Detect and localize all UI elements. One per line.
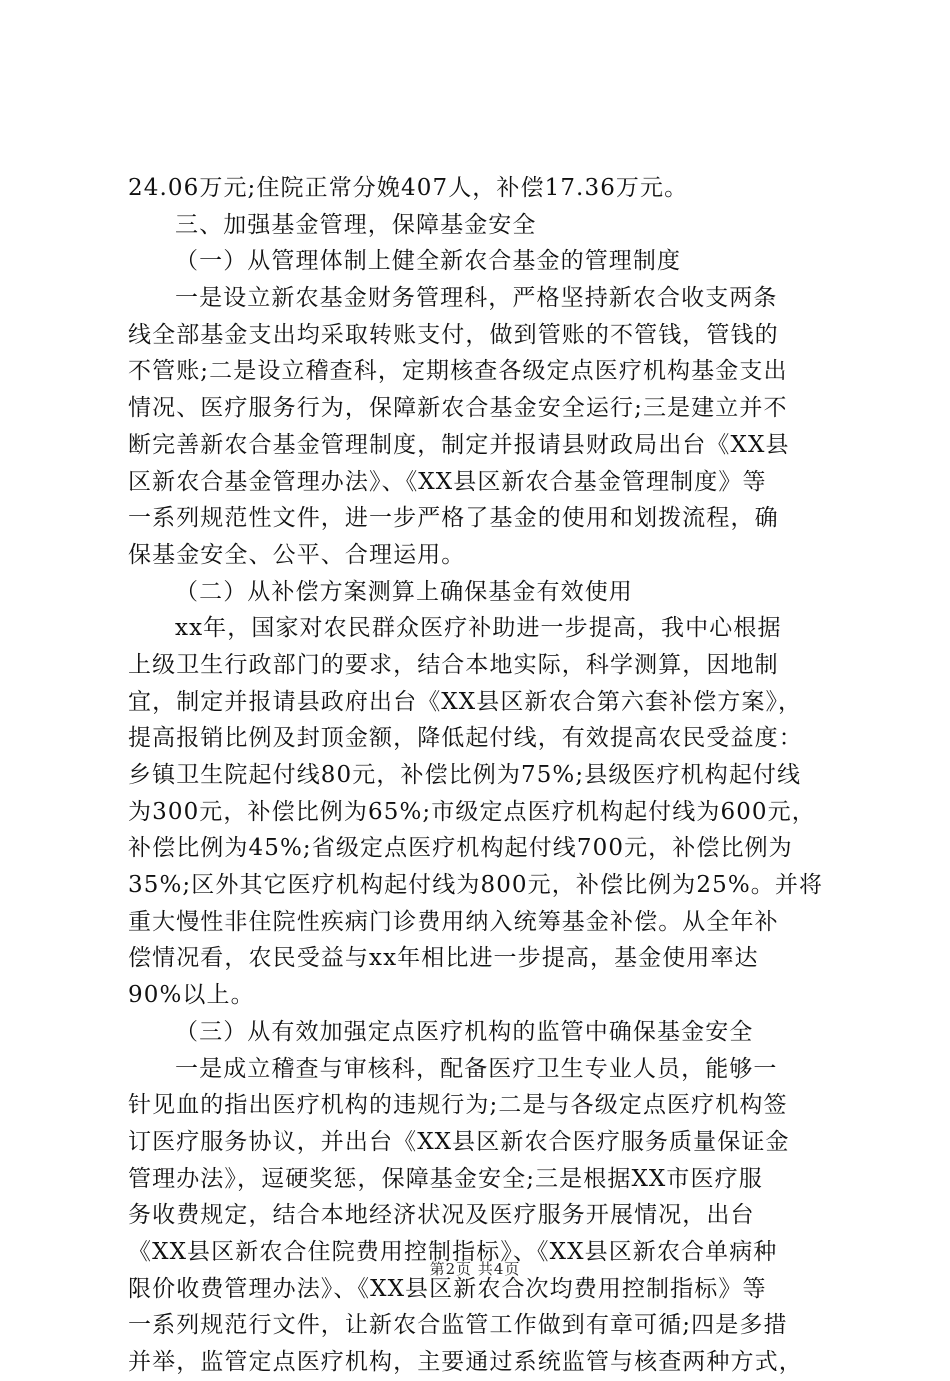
text-line: 情况、医疗服务行为，保障新农合基金安全运行;三是建立并不 [128, 395, 788, 422]
text-line: 为300元，补偿比例为65%;市级定点医疗机构起付线为600元， [128, 798, 816, 825]
text-line: 一是成立稽查与审核科，配备医疗卫生专业人员，能够一 [175, 1055, 778, 1082]
text-line: xx年，国家对农民群众医疗补助进一步提高，我中心根据 [175, 615, 782, 642]
subsection-heading: （三）从有效加强定点医疗机构的监管中确保基金安全 [175, 1018, 754, 1045]
text-line: 宜，制定并报请县政府出台《XX县区新农合第六套补偿方案》， [128, 688, 803, 715]
text-line: 一系列规范行文件，让新农合监管工作做到有章可循;四是多措 [128, 1312, 788, 1339]
subsection-heading: （二）从补偿方案测算上确保基金有效使用 [175, 578, 633, 605]
text-line: 《XX县区新农合住院费用控制指标》、《XX县区新农合单病种 [128, 1238, 778, 1265]
section-heading: 三、加强基金管理，保障基金安全 [175, 211, 537, 238]
text-line: 限价收费管理办法》、《XX县区新农合次均费用控制指标》等 [128, 1275, 767, 1302]
text-line: 90%以上。 [128, 982, 255, 1009]
text-line: 24.06万元;住院正常分娩407人，补偿17.36万元。 [128, 175, 689, 201]
text-line: 并举，监管定点医疗机构，主要通过系统监管与核查两种方式， [128, 1349, 803, 1375]
text-line: 区新农合基金管理办法》、《XX县区新农合基金管理制度》等 [128, 468, 767, 495]
text-line: 重大慢性非住院性疾病门诊费用纳入统筹基金补偿。从全年补 [128, 908, 779, 935]
subsection-heading: （一）从管理体制上健全新农合基金的管理制度 [175, 248, 682, 275]
page-number-label: 第2页 共4页 [429, 1260, 521, 1278]
text-line: 35%;区外其它医疗机构起付线为800元，补偿比例为25%。并将 [128, 872, 824, 899]
text-line: 提高报销比例及封顶金额，降低起付线，有效提高农民受益度： [128, 725, 803, 752]
text-line: 订医疗服务协议，并出台《XX县区新农合医疗服务质量保证金 [128, 1128, 790, 1155]
text-line: 管理办法》，逗硬奖惩，保障基金安全;三是根据XX市医疗服 [128, 1165, 763, 1192]
text-line: 一系列规范性文件，进一步严格了基金的使用和划拨流程，确 [128, 505, 779, 532]
page-footer [0, 1258, 950, 1279]
text-line: 一是设立新农基金财务管理科，严格坚持新农合收支两条 [175, 285, 778, 312]
document-body [128, 170, 828, 1381]
text-line: 偿情况看，农民受益与xx年相比进一步提高，基金使用率达 [128, 945, 759, 972]
text-line: 针见血的指出医疗机构的违规行为;二是与各级定点医疗机构签 [128, 1092, 788, 1119]
text-line: 上级卫生行政部门的要求，结合本地实际，科学测算，因地制 [128, 651, 779, 678]
text-line: 不管账;二是设立稽查科，定期核查各级定点医疗机构基金支出 [128, 358, 788, 385]
text-line: 保基金安全、公平、合理运用。 [128, 541, 466, 568]
text-line: 补偿比例为45%;省级定点医疗机构起付线700元，补偿比例为 [128, 835, 793, 862]
text-line: 断完善新农合基金管理制度，制定并报请县财政局出台《XX县 [128, 431, 790, 458]
text-line: 乡镇卫生院起付线80元，补偿比例为75%;县级医疗机构起付线 [128, 762, 802, 788]
text-line: 务收费规定，结合本地经济状况及医疗服务开展情况，出台 [128, 1202, 755, 1229]
text-line: 线全部基金支出均采取转账支付，做到管账的不管钱，管钱的 [128, 321, 779, 348]
